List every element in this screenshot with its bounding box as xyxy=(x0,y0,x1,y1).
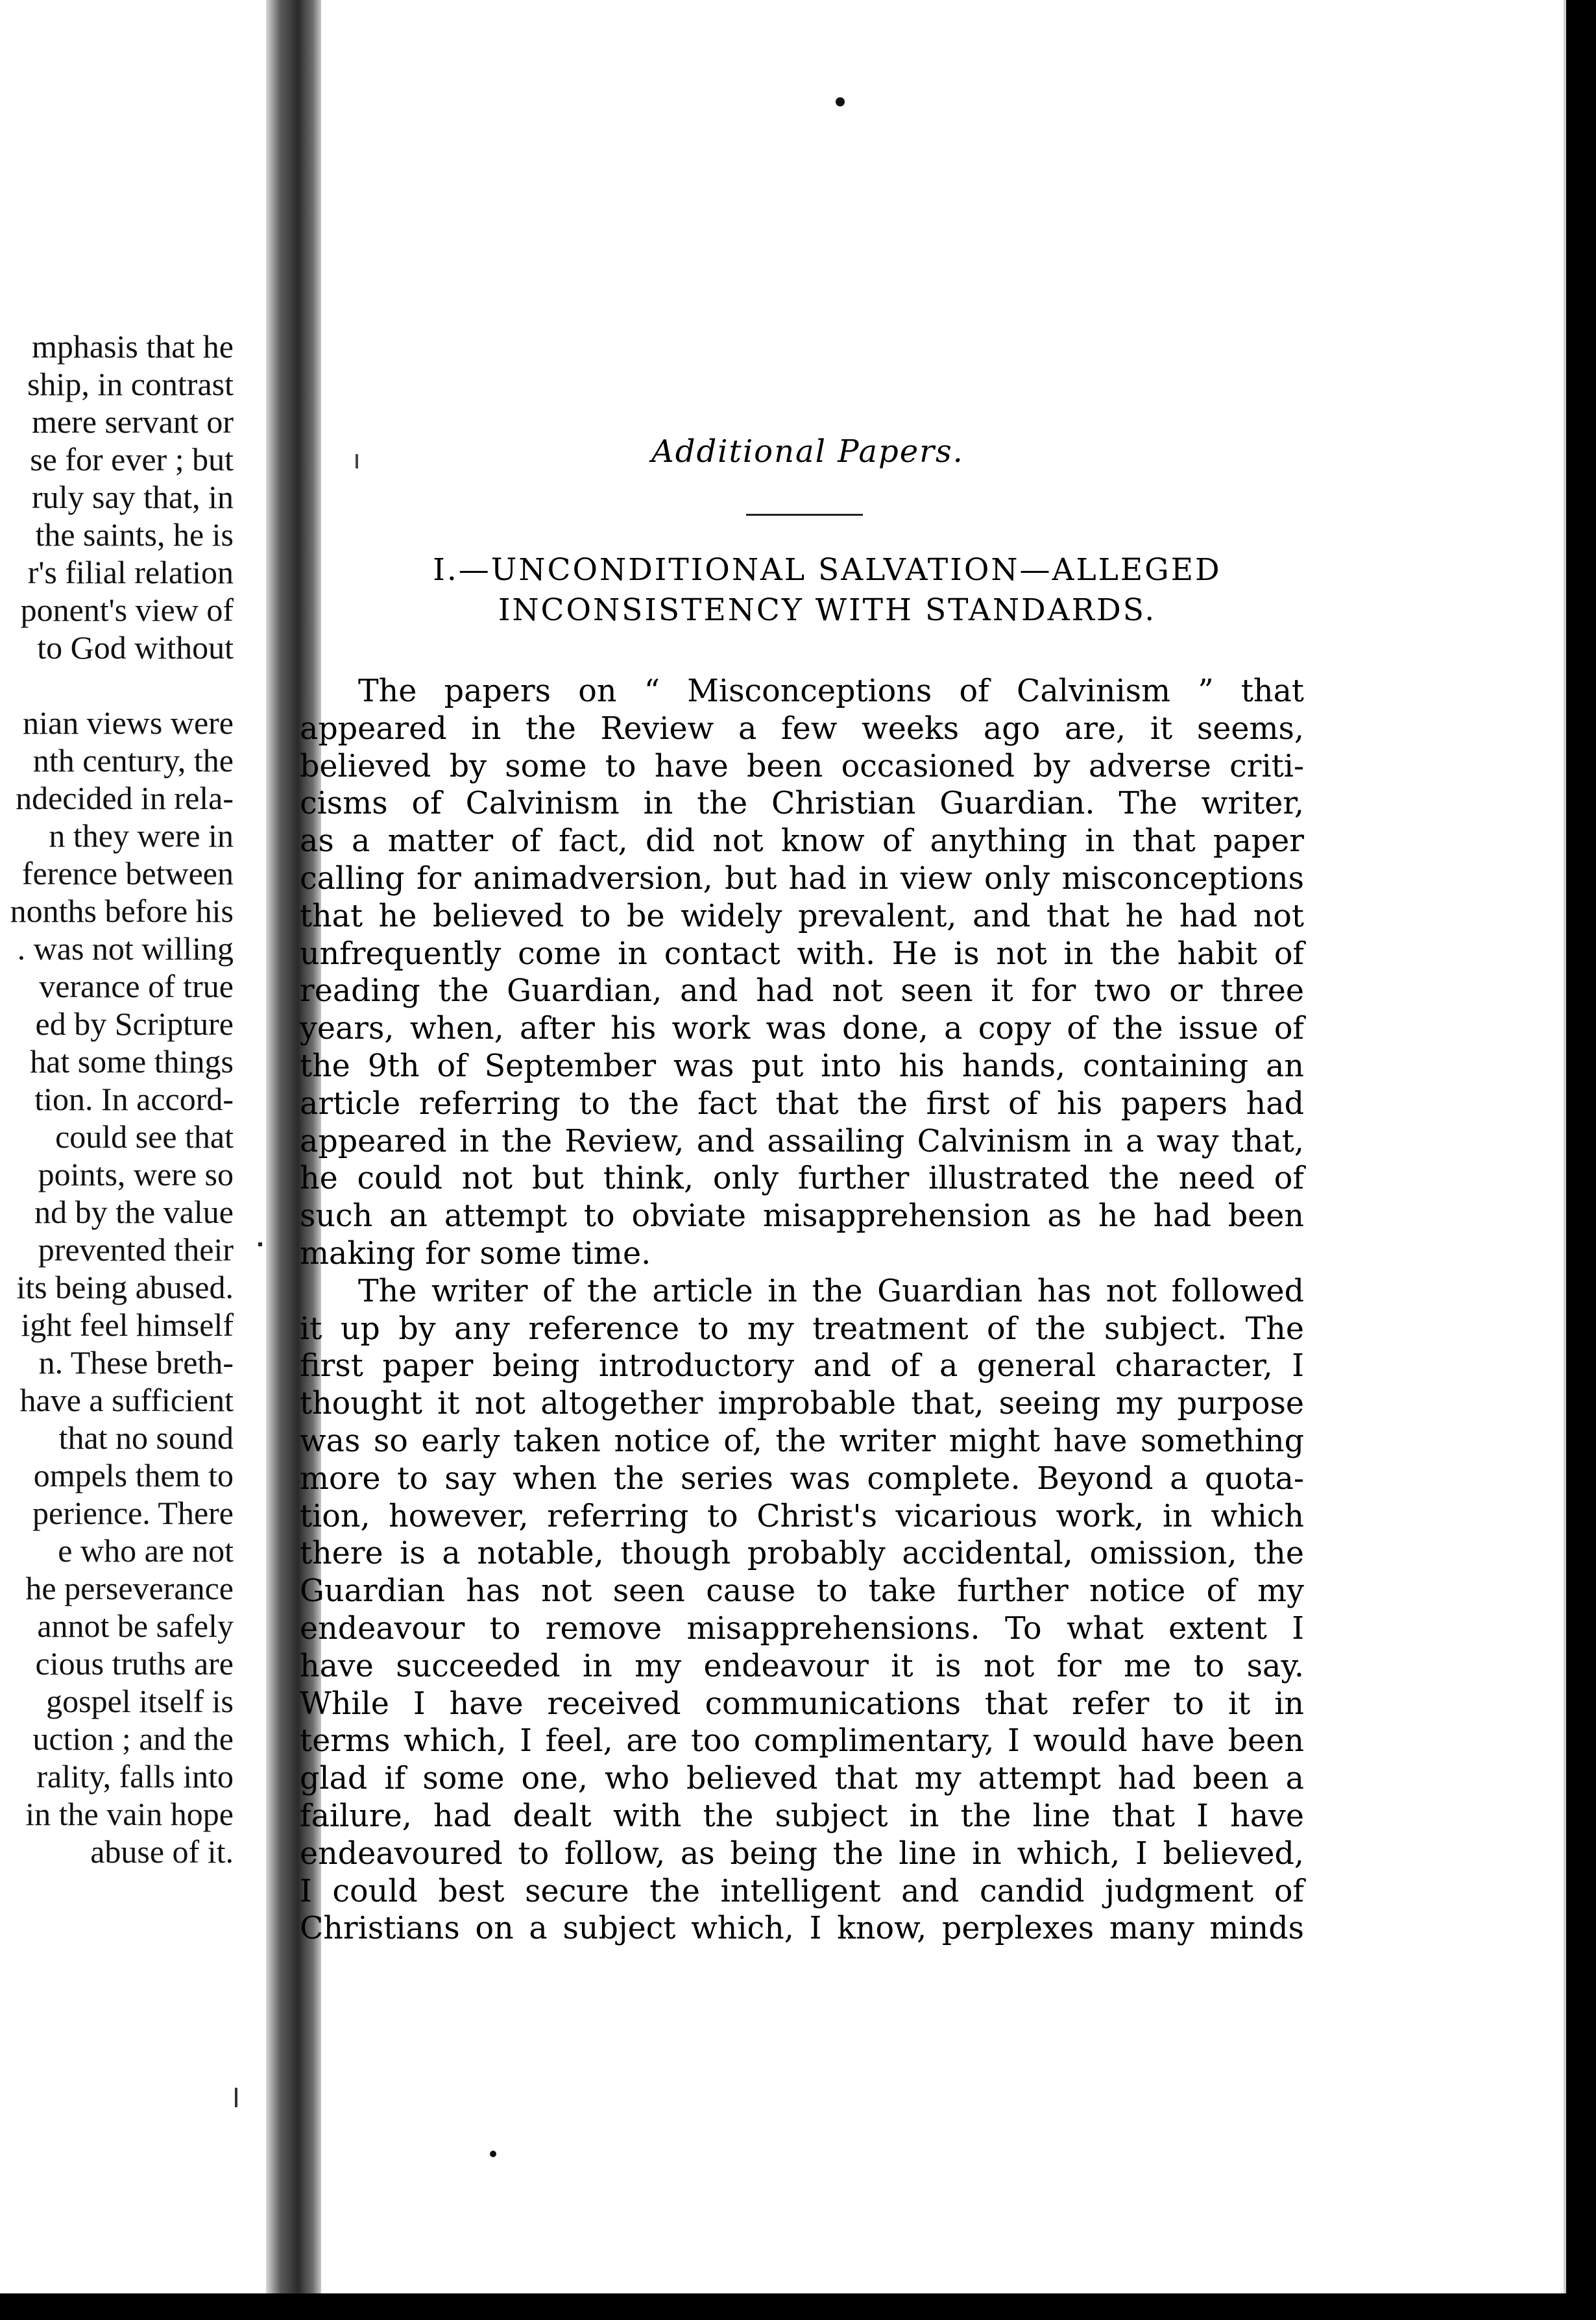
left-page-line: ruly say that, in xyxy=(31,479,234,515)
body-line: was so early taken notice of, the writer might have something xyxy=(300,1423,1304,1459)
left-page-line: nian views were xyxy=(23,705,234,741)
left-page-line: ship, in contrast xyxy=(27,366,234,402)
left-page-line: ompels them to xyxy=(33,1457,234,1493)
body-line: have succeeded in my endeavour it is not for me to say. xyxy=(300,1648,1304,1684)
body-line: endeavoured to follow, as being the line in which, I believed, xyxy=(300,1835,1304,1872)
body-line: he could not but think, only further illustrated the need of xyxy=(300,1161,1304,1197)
body-line: appeared in the Review, and assailing Calvinism in a way that, xyxy=(300,1123,1304,1159)
body-text xyxy=(300,673,1304,1948)
left-page-line: its being abused. xyxy=(16,1269,234,1305)
body-line: The writer of the article in the Guardian has not followed xyxy=(358,1273,1304,1309)
title-line: INCONSISTENCY WITH STANDARDS. xyxy=(498,592,1157,628)
body-line: article referring to the fact that the first of his papers had xyxy=(300,1085,1304,1122)
left-page-line: verance of true xyxy=(39,968,234,1004)
left-page-line: that no sound xyxy=(58,1420,234,1456)
body-line: failure, had dealt with the subject in the line that I have xyxy=(300,1798,1304,1834)
left-page-line: n. These breth- xyxy=(38,1344,234,1381)
left-page-line: he perseverance xyxy=(25,1570,234,1606)
left-page-text xyxy=(0,328,234,1870)
body-line: it up by any reference to my treatment of the subject. The xyxy=(300,1311,1304,1347)
body-line: The papers on “ Misconceptions of Calvinism ” that xyxy=(358,673,1304,709)
left-page-line: points, were so xyxy=(38,1156,234,1192)
left-page-line: ference between xyxy=(21,855,234,891)
body-line: unfrequently come in contact with. He is not in the habit of xyxy=(300,936,1304,972)
left-page-line: nd by the value xyxy=(34,1194,234,1230)
left-page-line: the saints, he is xyxy=(35,516,234,553)
body-line: such an attempt to obviate misapprehension as he had been xyxy=(300,1198,1304,1235)
left-page-line: r's filial relation xyxy=(27,554,234,590)
left-page-line: ndecided in rela- xyxy=(16,780,234,816)
body-line: there is a notable, though probably accidental, omission, the xyxy=(300,1536,1304,1572)
page-speck-bottom-left xyxy=(235,2088,237,2107)
left-page-line: cious truths are xyxy=(35,1645,234,1682)
left-page-line: mere servant or xyxy=(32,404,234,440)
body-line: believed by some to have been occasioned by adverse criti- xyxy=(300,748,1304,784)
left-page-line: gospel itself is xyxy=(46,1683,234,1719)
body-line: making for some time. xyxy=(300,1235,651,1272)
left-page-line: annot be safely xyxy=(37,1608,234,1644)
left-page-line: nth century, the xyxy=(32,742,234,779)
page-speck-left xyxy=(356,454,358,468)
body-line: cisms of Calvinism in the Christian Guardian. The writer, xyxy=(300,786,1304,822)
section-title xyxy=(350,550,1304,631)
left-page-line: ponent's view of xyxy=(20,592,234,628)
left-page-line: ed by Scripture xyxy=(35,1006,234,1042)
body-line: terms which, I feel, are too complimentary, I would have been xyxy=(300,1723,1304,1759)
body-line: I could best secure the intelligent and candid judgment of xyxy=(300,1873,1304,1909)
body-line: appeared in the Review a few weeks ago are, it seems, xyxy=(300,710,1304,747)
left-page xyxy=(0,0,272,2320)
left-page-line: rality, falls into xyxy=(36,1758,234,1794)
body-line: thought it not altogether improbable that, seeing my purpose xyxy=(300,1386,1304,1422)
body-line: glad if some one, who believed that my attempt had been a xyxy=(300,1761,1304,1797)
scan-bottom-edge xyxy=(0,2293,1596,2320)
body-line: reading the Guardian, and had not seen it for two or three xyxy=(300,973,1304,1009)
body-line: as a matter of fact, did not know of anything in that paper xyxy=(300,823,1304,860)
left-page-line: hat some things xyxy=(30,1043,234,1080)
left-page-line: . was not willing xyxy=(17,930,234,967)
running-head: Additional Papers. xyxy=(651,433,964,470)
left-page-line xyxy=(0,666,234,704)
page-speck-bottom xyxy=(490,2151,496,2157)
body-line: the 9th of September was put into his hands, containing an xyxy=(300,1048,1304,1084)
body-line: tion, however, referring to Christ's vicarious work, in which xyxy=(300,1498,1304,1534)
body-line: Guardian has not seen cause to take further notice of my xyxy=(300,1573,1304,1610)
page-speck-top xyxy=(836,97,845,106)
left-page-line: uction ; and the xyxy=(32,1721,234,1757)
body-line: Christians on a subject which, I know, perplexes many minds xyxy=(300,1911,1304,1947)
left-page-line: abuse of it. xyxy=(90,1833,234,1870)
body-line: endeavour to remove misapprehensions. To what extent I xyxy=(300,1610,1304,1647)
left-page-line: n they were in xyxy=(49,817,234,854)
left-page-line: nonths before his xyxy=(10,893,234,929)
title-line: I.—UNCONDITIONAL SALVATION—ALLEGED xyxy=(433,552,1222,588)
left-page-line: tion. In accord- xyxy=(34,1081,234,1117)
left-page-line: mphasis that he xyxy=(31,328,234,365)
left-page-line: e who are not xyxy=(58,1532,234,1569)
left-page-line: in the vain hope xyxy=(25,1796,234,1832)
body-line: years, when, after his work was done, a copy of the issue of xyxy=(300,1011,1304,1047)
left-page-line: to God without xyxy=(37,629,234,666)
left-page-line: have a sufficient xyxy=(19,1382,234,1418)
body-line: calling for animadversion, but had in view only misconceptions xyxy=(300,860,1304,897)
head-rule xyxy=(746,514,863,516)
body-line: first paper being introductory and of a general character, I xyxy=(300,1348,1304,1384)
left-page-line: perience. There xyxy=(32,1495,234,1531)
left-page-line: se for ever ; but xyxy=(30,441,234,477)
left-page-line: ight feel himself xyxy=(21,1307,234,1343)
page-speck-mid xyxy=(258,1242,262,1246)
left-page-line: prevented their xyxy=(38,1231,234,1268)
body-line: more to say when the series was complete. Beyond a quota- xyxy=(300,1460,1304,1497)
left-page-line: could see that xyxy=(55,1118,234,1155)
body-line: While I have received communications that refer to it in xyxy=(300,1686,1304,1722)
body-line: that he believed to be widely prevalent, and that he had not xyxy=(300,898,1304,934)
